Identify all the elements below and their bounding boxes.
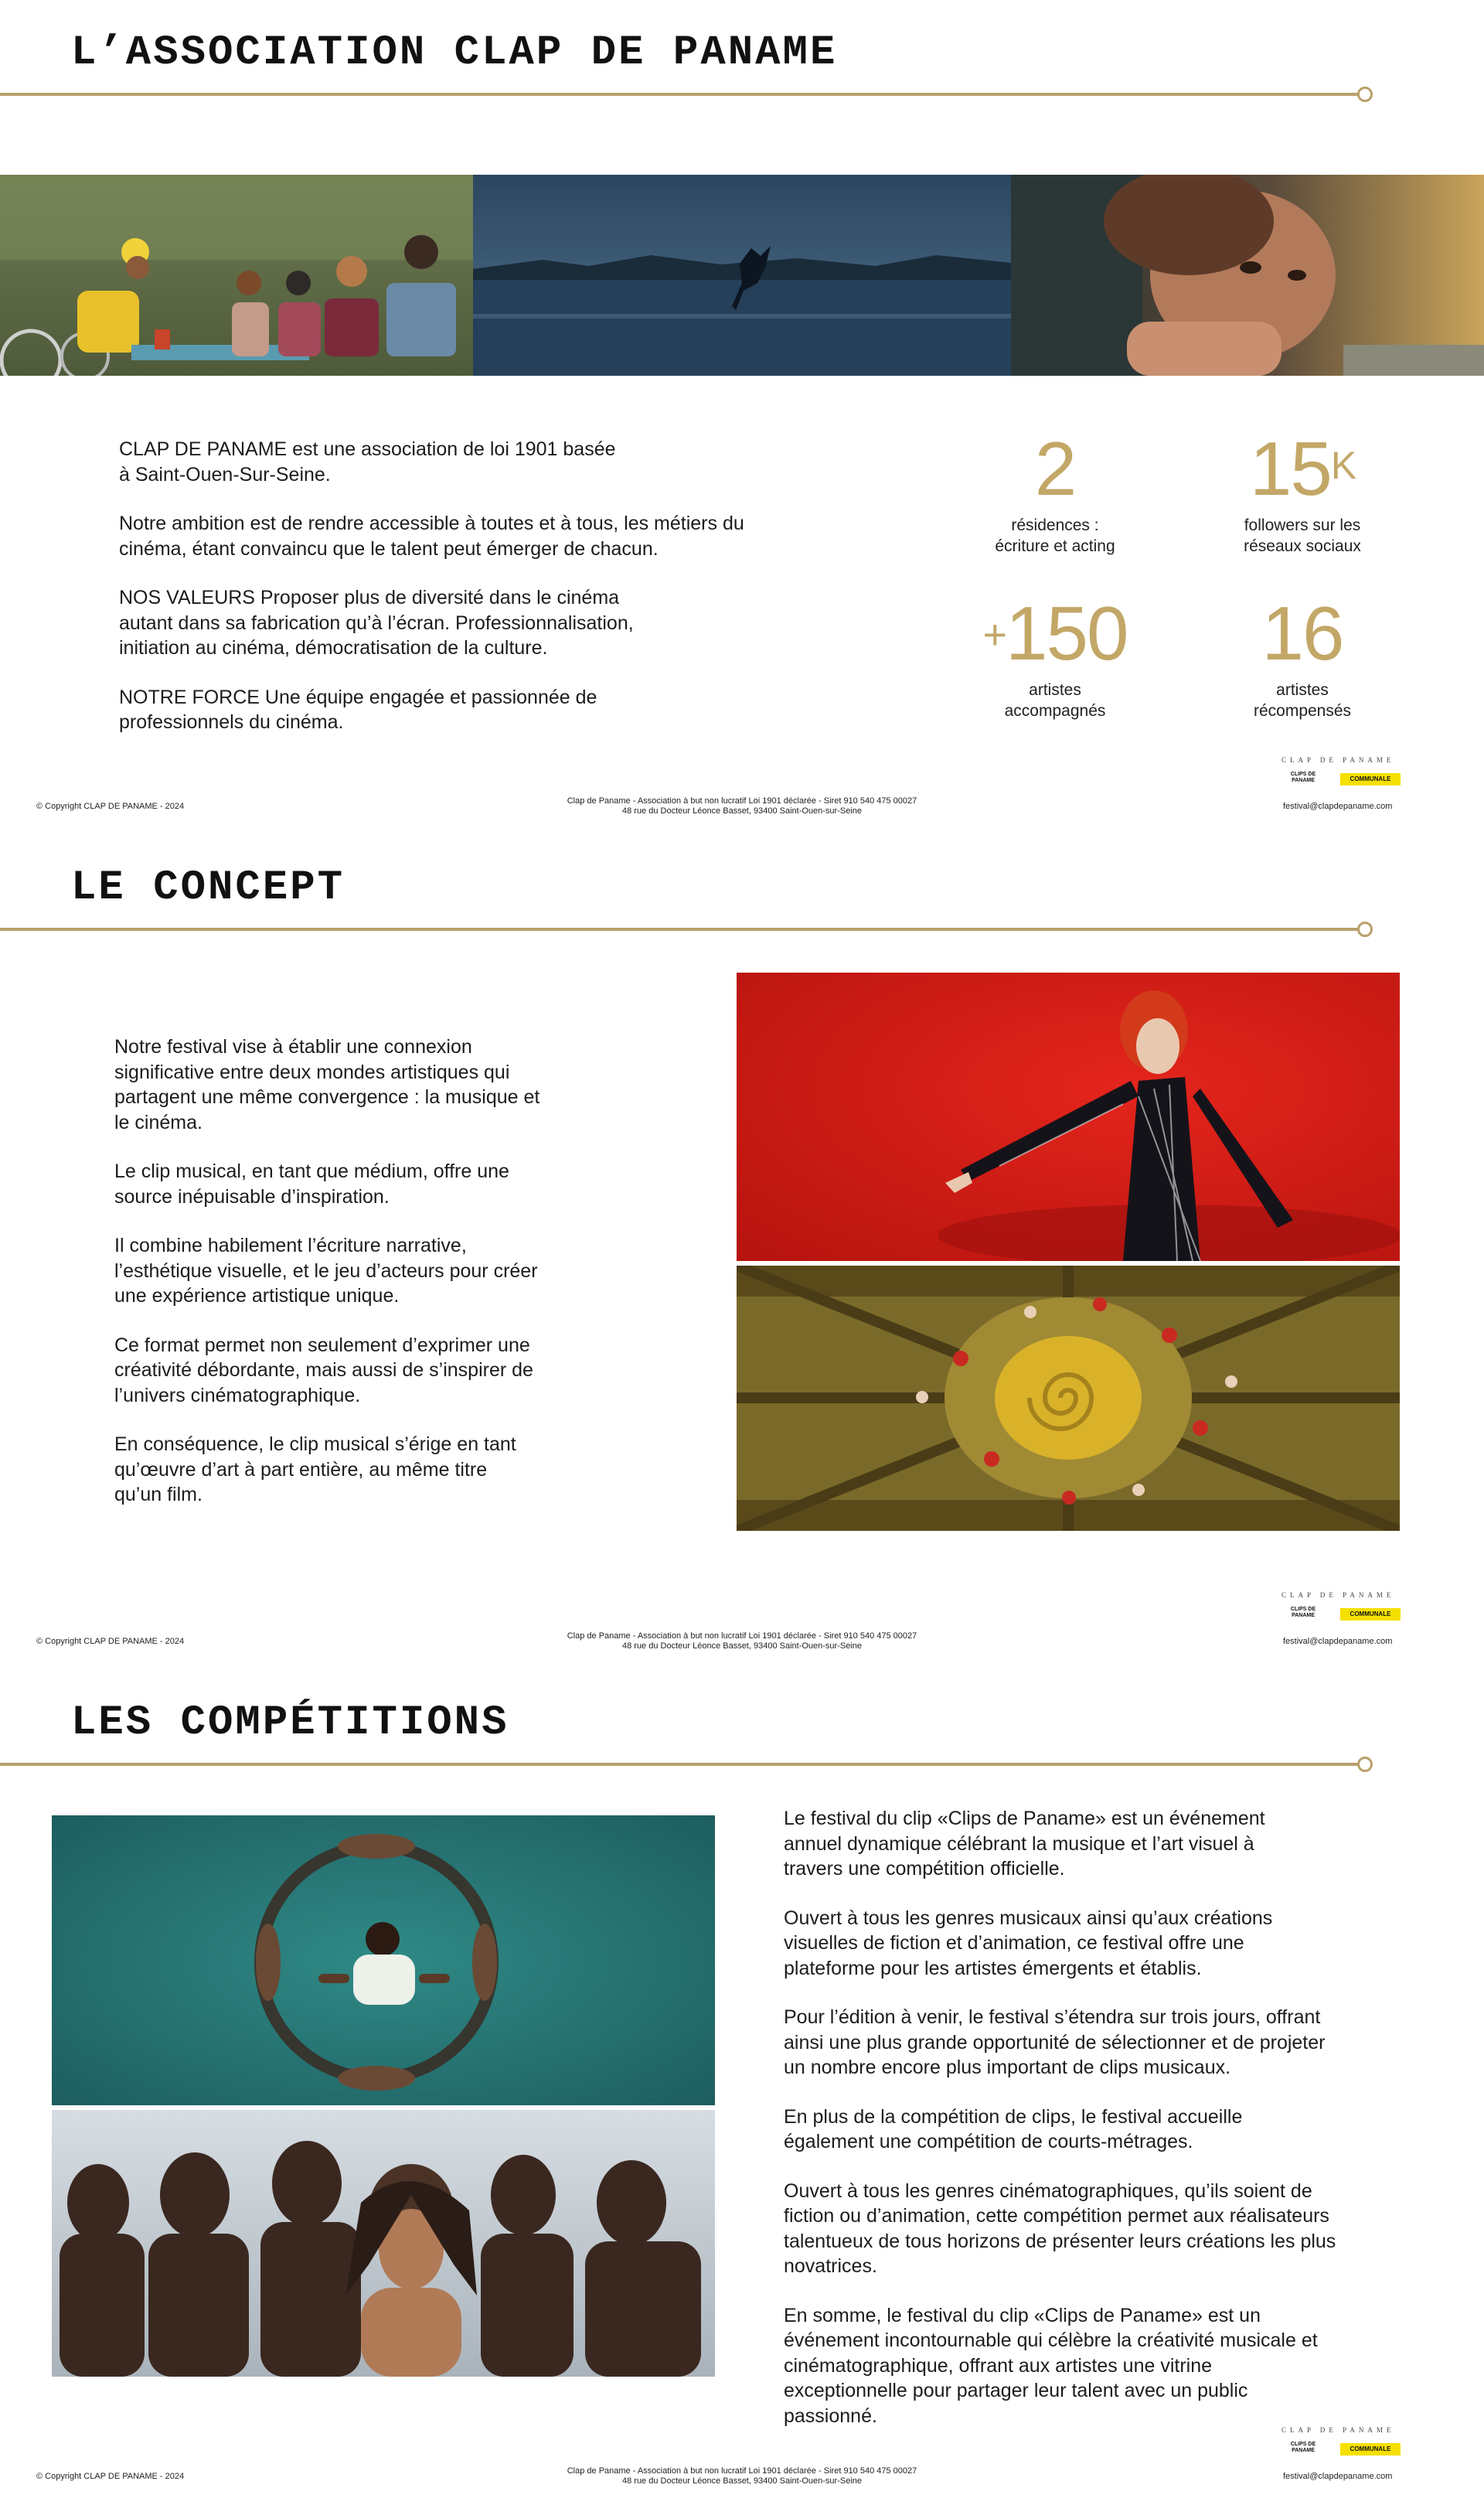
stat-number: +150 [982, 591, 1128, 676]
paragraph: En plus de la compétition de clips, le festival accueille également une compétition de courts-métrages. [784, 2105, 1243, 2152]
legal-info: Clap de Paname - Association à but non lucratif Loi 1901 déclarée - Siret 910 540 475 00027 48 rue du Docteur Léonce Basset, 93400 Saint-Ouen-sur-Seine [567, 796, 917, 816]
stat-label: résidences : écriture et acting [995, 516, 1115, 555]
stat-followers [1186, 426, 1418, 557]
stat-artists-awarded [1186, 591, 1418, 721]
photo-red-performer [737, 973, 1400, 1261]
clips-de-paname-logo: CLIPS DE PANAME [1290, 772, 1316, 783]
paragraph: En somme, le festival du clip «Clips de Paname» est un événement incontournable qui célèbre la créativité musicale et cinématographique, offrant aux artistes une vitrine exceptionnelle pour partager leur talent avec un public passionné. [784, 2304, 1318, 2427]
copyright: © Copyright CLAP DE PANAME - 2024 [36, 1637, 185, 1646]
stat-artists-supported [939, 591, 1171, 721]
stat-number: $15^K$ [1249, 426, 1356, 511]
paragraph: Ouvert à tous les genres musicaux ainsi qu’aux créations visuelles de fiction et d’animation, ce festival offre une plateforme pour les artistes émergents et établis. [784, 1907, 1273, 1979]
copyright: © Copyright CLAP DE PANAME - 2024 [36, 2472, 185, 2481]
paragraph: NOTRE FORCE Une équipe engagée et passionnée de professionnels du cinéma. [119, 686, 597, 733]
paragraph: NOS VALEURS Proposer plus de diversité dans le cinéma autant dans sa fabrication qu’à l’écran. Professionnalisation, initiation au cinéma, démocratisation de la culture. [119, 587, 634, 659]
stat-number: 16 [1261, 591, 1343, 676]
divider-end-circle [1357, 87, 1373, 102]
partner-logo: COMMUNALE [1340, 773, 1401, 786]
clap-de-paname-logo: CLAP DE PANAME [1281, 1591, 1395, 1599]
paragraph: En conséquence, le clip musical s’érige en tant qu’œuvre d’art à part entière, au même titre qu’un film. [114, 1433, 516, 1505]
photo-circle-swimmers [52, 1815, 715, 2105]
page-title: LES COMPÉTITIONS [71, 1699, 509, 1747]
page-title: L’ASSOCIATION CLAP DE PANAME [71, 29, 838, 77]
legal-info: Clap de Paname - Association à but non lucratif Loi 1901 déclarée - Siret 910 540 475 00027 48 rue du Docteur Léonce Basset, 93400 Saint-Ouen-sur-Seine [567, 1631, 917, 1651]
photo-group-portrait [52, 2110, 715, 2377]
paragraph: Le clip musical, en tant que médium, offre une source inépuisable d’inspiration. [114, 1160, 509, 1208]
photo-friends-picnic [0, 175, 473, 376]
clap-de-paname-logo: CLAP DE PANAME [1281, 2426, 1395, 2434]
gold-divider [0, 1763, 1362, 1766]
association-description [119, 437, 784, 735]
page-title: LE CONCEPT [71, 864, 345, 912]
copyright: © Copyright CLAP DE PANAME - 2024 [36, 802, 185, 811]
clips-de-paname-logo: CLIPS DE PANAME [1290, 1607, 1316, 1618]
clap-de-paname-logo: CLAP DE PANAME [1281, 756, 1395, 764]
partner-logo: COMMUNALE [1340, 2443, 1401, 2456]
divider-end-circle [1357, 922, 1373, 937]
contact-email[interactable]: festival@clapdepaname.com [1283, 2472, 1393, 2481]
paragraph: Notre festival vise à établir une connexion significative entre deux mondes artistiques qui partagent une même convergence : la musique et le cinéma. [114, 1036, 540, 1133]
stat-label: followers sur les réseaux sociaux [1244, 516, 1361, 555]
page-association [0, 0, 1484, 835]
paragraph: Ouvert à tous les genres cinématographiques, qu’ils soient de fiction ou d’animation, cette compétition permet aux réalisateurs talentueux de tous horizons de présenter leurs créations les plus novatrices. [784, 2180, 1336, 2277]
stat-number: 2 [1034, 426, 1076, 511]
page-concept [0, 835, 1484, 1670]
paragraph: Le festival du clip «Clips de Paname» est un événement annuel dynamique célébrant la musique et l’art visuel à travers une compétition officielle. [784, 1808, 1265, 1880]
page-competitions [0, 1670, 1484, 2505]
paragraph: Pour l’édition à venir, le festival s’étendra sur trois jours, offrant ainsi une plus grande opportunité de sélectionner et de projeter un nombre encore plus important de clips musicaux. [784, 2006, 1326, 2078]
competitions-description [784, 1806, 1340, 2428]
clips-de-paname-logo: CLIPS DE PANAME [1290, 2442, 1316, 2453]
photo-spiral-dancers [737, 1266, 1400, 1531]
contact-email[interactable]: festival@clapdepaname.com [1283, 1637, 1393, 1646]
photo-dancer-lake [473, 175, 1011, 376]
paragraph: Notre ambition est de rendre accessible à toutes et à tous, les métiers du cinéma, étant convaincu que le talent peut émerger de chacun. [119, 513, 744, 560]
stat-label: artistes accompagnés [1004, 681, 1106, 720]
photo-child-portrait [1011, 175, 1484, 376]
legal-info: Clap de Paname - Association à but non lucratif Loi 1901 déclarée - Siret 910 540 475 00027 48 rue du Docteur Léonce Basset, 93400 Saint-Ouen-sur-Seine [567, 2466, 917, 2486]
stat-label: artistes récompensés [1253, 681, 1352, 720]
divider-end-circle [1357, 1757, 1373, 1772]
stat-residences [939, 426, 1171, 557]
contact-email[interactable]: festival@clapdepaname.com [1283, 802, 1393, 811]
concept-description [114, 1034, 547, 1508]
paragraph: CLAP DE PANAME est une association de loi 1901 basée à Saint-Ouen-Sur-Seine. [119, 438, 616, 486]
paragraph: Il combine habilement l’écriture narrative, l’esthétique visuelle, et le jeu d’acteurs pour créer une expérience artistique unique. [114, 1235, 538, 1307]
gold-divider [0, 928, 1362, 931]
paragraph: Ce format permet non seulement d’exprimer une créativité débordante, mais aussi de s’inspirer de l’univers cinématographique. [114, 1334, 533, 1406]
gold-divider [0, 93, 1362, 96]
partner-logo: COMMUNALE [1340, 1608, 1401, 1621]
